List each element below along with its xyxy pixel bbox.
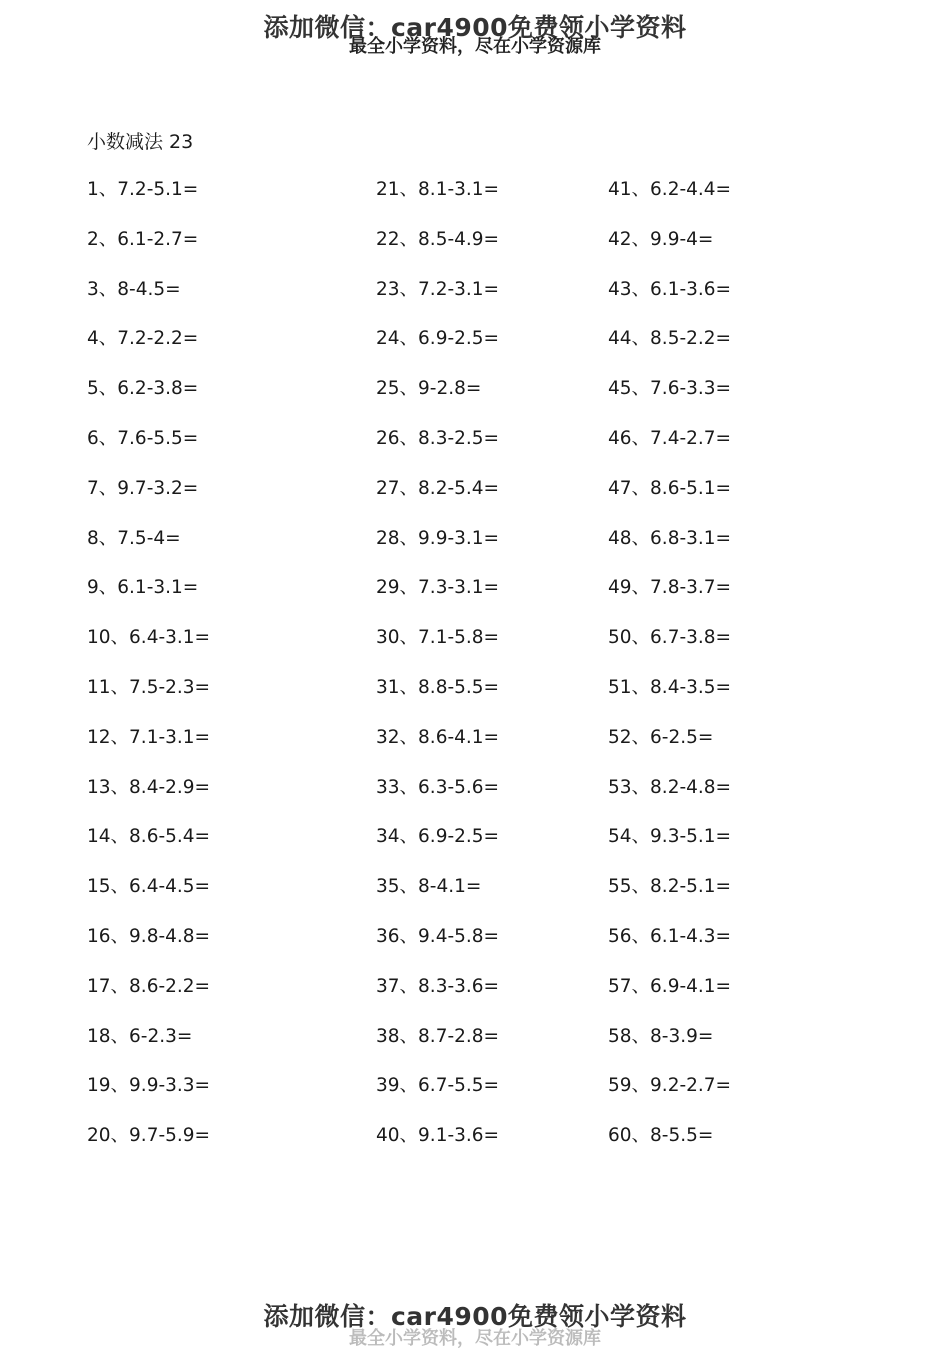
problem-item: 60、8-5.5= [608,1125,714,1147]
problem-item: 42、9.9-4= [608,228,714,250]
problem-item: 36、9.4-5.8= [376,925,500,947]
problem-item: 41、6.2-4.4= [608,179,732,200]
problem-item: 25、9-2.8= [376,378,482,400]
problem-item: 49、7.8-3.7= [608,577,732,599]
problem-item: 18、6-2.3= [87,1025,193,1047]
problem-item: 10、6.4-3.1= [87,627,211,649]
problem-item: 22、8.5-4.9= [376,228,500,250]
problem-item: 34、6.9-2.5= [376,826,500,848]
problem-item: 53、8.2-4.8= [608,776,732,798]
problem-item: 30、7.1-5.8= [376,627,500,649]
problem-column-3 [608,177,731,1173]
problem-item: 48、6.8-3.1= [608,527,732,549]
problem-item: 26、8.3-2.5= [376,427,500,449]
problem-item: 29、7.3-3.1= [376,577,500,599]
problem-item: 44、8.5-2.2= [608,328,732,350]
problem-item: 16、9.8-4.8= [87,925,211,947]
problem-item: 52、6-2.5= [608,726,714,748]
problem-item: 56、6.1-4.3= [608,925,732,947]
problem-item: 11、7.5-2.3= [87,676,211,698]
problem-item: 1、7.2-5.1= [87,179,199,200]
problem-item: 24、6.9-2.5= [376,328,500,350]
problem-item: 21、8.1-3.1= [376,179,500,200]
problem-item: 9、6.1-3.1= [87,577,199,599]
problem-item: 45、7.6-3.3= [608,378,732,400]
problem-item: 19、9.9-3.3= [87,1075,211,1097]
problem-column-2 [376,177,499,1173]
problem-item: 31、8.8-5.5= [376,676,500,698]
problem-item: 51、8.4-3.5= [608,676,732,698]
problem-item: 5、6.2-3.8= [87,378,199,400]
problem-item: 3、8-4.5= [87,278,181,300]
problem-item: 33、6.3-5.6= [376,776,500,798]
problem-item: 47、8.6-5.1= [608,477,732,499]
problem-item: 35、8-4.1= [376,876,482,898]
problem-item: 54、9.3-5.1= [608,826,732,848]
problem-column-1 [87,177,210,1173]
problem-item: 6、7.6-5.5= [87,427,199,449]
problem-item: 14、8.6-5.4= [87,826,211,848]
partial-header-text: 最全小学资料，尽在小学资源库 [349,36,601,57]
problem-item: 23、7.2-3.1= [376,278,500,300]
partial-footer-line [0,1328,950,1349]
problem-item: 2、6.1-2.7= [87,228,199,250]
problem-item: 4、7.2-2.2= [87,328,199,350]
problem-item: 28、9.9-3.1= [376,527,500,549]
watermark-bottom: 添加微信：car4900免费领小学资料 [263,1302,687,1331]
watermark-top: 添加微信：car4900免费领小学资料 [263,13,687,42]
problem-item: 17、8.6-2.2= [87,975,211,997]
problem-item: 39、6.7-5.5= [376,1075,500,1097]
problem-item: 55、8.2-5.1= [608,876,732,898]
problem-item: 15、6.4-4.5= [87,876,211,898]
problem-item: 57、6.9-4.1= [608,975,732,997]
problem-item: 58、8-3.9= [608,1025,714,1047]
partial-footer-text: 最全小学资料，尽在小学资源库 [349,1328,601,1349]
problem-item: 38、8.7-2.8= [376,1025,500,1047]
problem-item: 12、7.1-3.1= [87,726,211,748]
problem-item: 40、9.1-3.6= [376,1125,500,1147]
problem-item: 8、7.5-4= [87,527,181,549]
worksheet-title: 小数减法 23 [87,131,194,153]
problem-item: 27、8.2-5.4= [376,477,500,499]
problem-item: 13、8.4-2.9= [87,776,211,798]
problem-item: 59、9.2-2.7= [608,1075,732,1097]
problem-item: 32、8.6-4.1= [376,726,500,748]
problem-item: 7、9.7-3.2= [87,477,199,499]
problem-item: 37、8.3-3.6= [376,975,500,997]
problem-item: 43、6.1-3.6= [608,278,732,300]
problem-item: 50、6.7-3.8= [608,627,732,649]
problem-item: 46、7.4-2.7= [608,427,732,449]
problem-item: 20、9.7-5.9= [87,1125,211,1147]
partial-header-line [0,36,950,58]
